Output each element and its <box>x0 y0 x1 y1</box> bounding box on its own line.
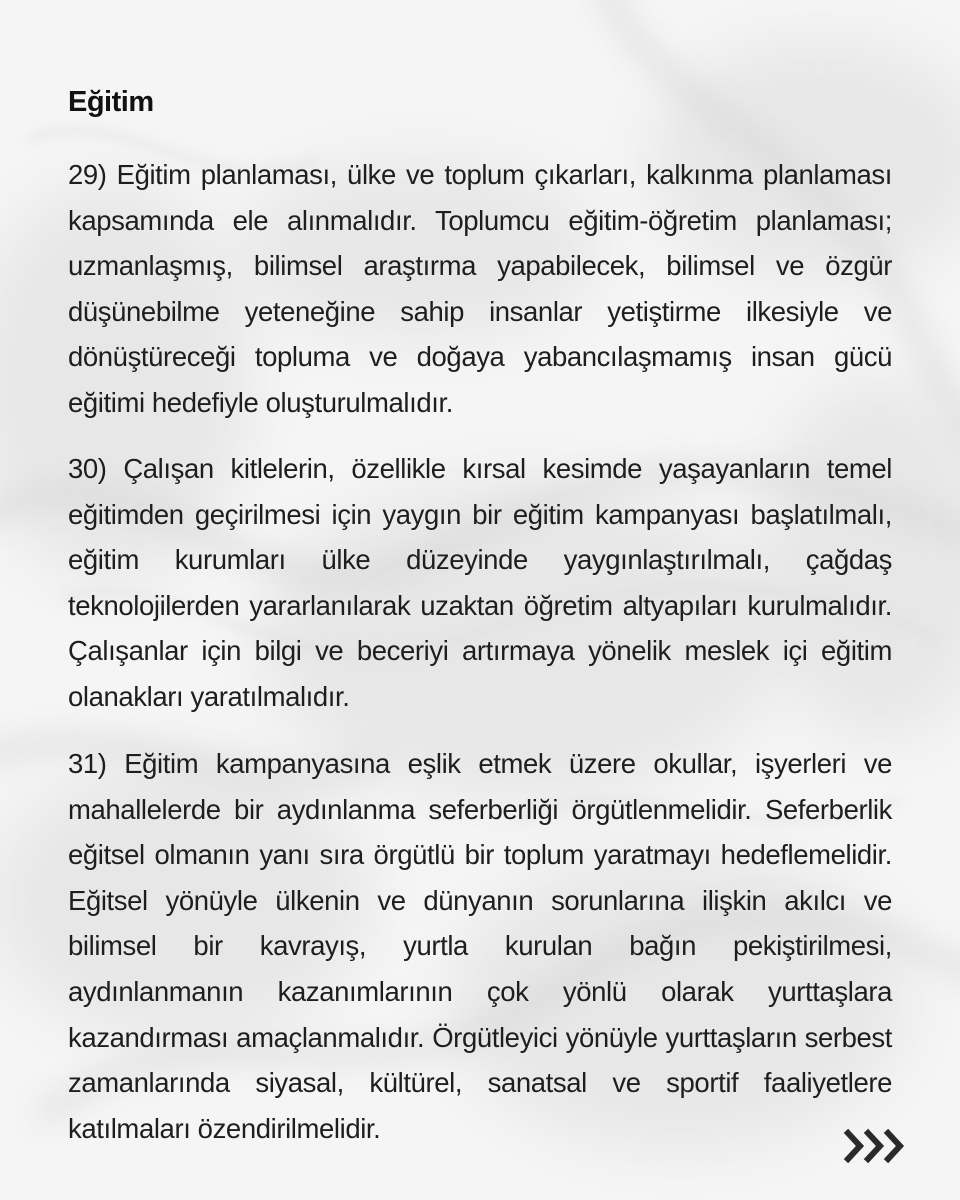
next-page-button[interactable] <box>842 1127 912 1165</box>
page-title: Eğitim <box>68 86 154 118</box>
paragraph-31: 31) Eğitim kampanyasına eşlik etmek üzere okullar, işyerleri ve mahallelerde bir aydınlanma seferberliği örgütlenmelidir. Seferberlik eğitsel olmanın yanı sıra örgütlü bir toplum yaratmayı hedeflemelidir. Eğitsel yönüyle ülkenin ve dünyanın sorunlarına ilişkin akılcı ve bilimsel bir kavrayış, yurtla kurulan bağın pekiştirilmesi, aydınlanmanın kazanımlarının çok yönlü olarak yurttaşlara kazandırması amaçlanmalıdır. Örgütleyici yönüyle yurttaşların serbest zamanlarında siyasal, kültürel, sanatsal ve sportif faaliyetlere katılmaları özendirilmelidir. <box>68 748 892 1144</box>
triple-chevron-right-icon <box>842 1127 912 1165</box>
paragraph-30: 30) Çalışan kitlelerin, özellikle kırsal kesimde yaşayanların temel eğitimden geçirilmesi için yaygın bir eğitim kampanyası başlatılmalı, eğitim kurumları ülke düzeyinde yaygınlaştırılmalı, çağdaş teknolojilerden yararlanılarak uzaktan öğretim altyapıları kurulmalıdır. Çalışanlar için bilgi ve beceriyi artırmaya yönelik meslek içi eğitim olanakları yaratılmalıdır. <box>68 453 892 712</box>
paragraph-29: 29) Eğitim planlaması, ülke ve toplum çıkarları, kalkınma planlaması kapsamında ele alınmalıdır. Toplumcu eğitim-öğretim planlaması; uzmanlaşmış, bilimsel araştırma yapabilecek, bilimsel ve özgür düşünebilme yeteneğine sahip insanlar yetiştirme ilkesiyle ve dönüştüreceği topluma ve doğaya yabancılaşmamış insan gücü eğitimi hedefiyle oluşturulmalıdır. <box>68 159 892 418</box>
